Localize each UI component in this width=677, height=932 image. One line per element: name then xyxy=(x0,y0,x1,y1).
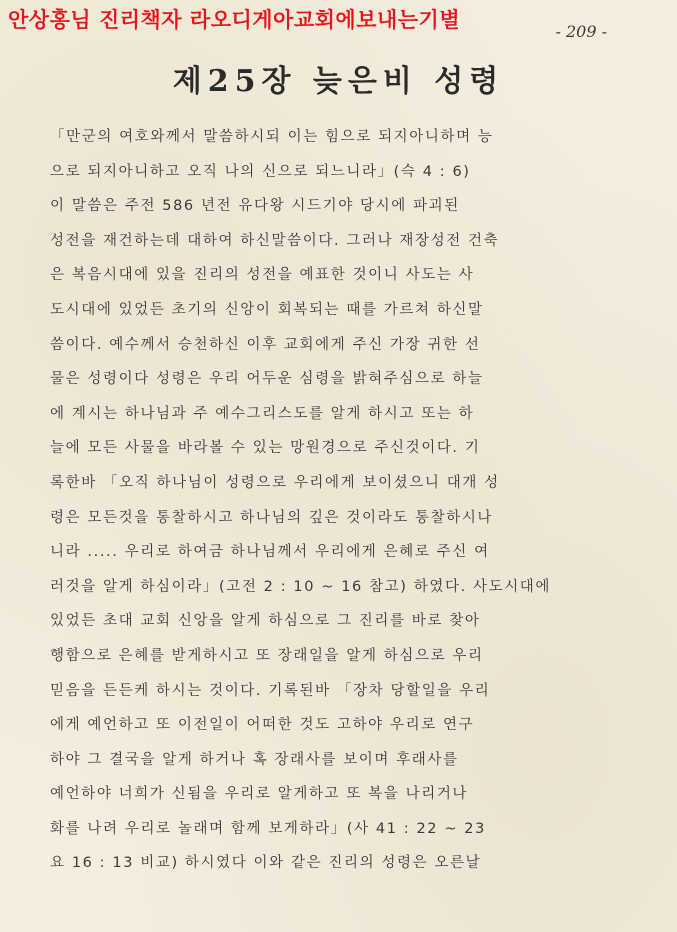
text-line: 있었든 초대 교회 신앙을 알게 하심으로 그 진리를 바로 찾아 xyxy=(50,613,481,630)
text-line: 에 계시는 하나님과 주 예수그리스도를 알게 하시고 또는 하 xyxy=(50,405,475,422)
text-line: 예언하야 너희가 신됨을 우리로 알게하고 또 복을 나리거나 xyxy=(50,786,469,803)
text-line: 에게 예언하고 또 이전일이 어떠한 것도 고하야 우리로 연구 xyxy=(50,717,475,734)
text-line: 믿음을 든든케 하시는 것이다. 기록된바 「장차 당할일을 우리 xyxy=(50,682,491,699)
text-line: 늘에 모든 사물을 바라볼 수 있는 망원경으로 주신것이다. 기 xyxy=(50,440,481,457)
text-line: 으로 되지아니하고 오직 나의 신으로 되느니라」(슥 4 : 6) xyxy=(50,163,471,180)
text-line: 하야 그 결국을 알게 하거나 혹 장래사를 보이며 후래사를 xyxy=(50,751,459,768)
text-line: 도시대에 있었든 초기의 신앙이 회복되는 때를 가르쳐 하신말 xyxy=(50,301,484,318)
chapter-title: 제25장 늦은비 성령 xyxy=(172,64,505,99)
text-line: 러것을 알게 하심이라」(고전 2 : 10 ~ 16 참고) 하였다. 사도시대에 xyxy=(50,578,552,595)
text-line: 은 복음시대에 있을 진리의 성전을 예표한 것이니 사도는 사 xyxy=(50,267,475,284)
text-line: 이 말씀은 주전 586 년전 유다왕 시드기야 당시에 파괴된 xyxy=(50,198,460,215)
page-number: - 209 - xyxy=(555,22,607,41)
text-line: 니라 ..... 우리로 하여금 하나님께서 우리에게 은혜로 주신 여 xyxy=(50,544,490,561)
text-line: 화를 나려 우리로 놀래며 함께 보게하라」(사 41 : 22 ~ 23 xyxy=(50,820,486,837)
text-line: 요 16 : 13 비교) 하시였다 이와 같은 진리의 성령은 오른날 xyxy=(50,855,482,872)
text-line: 씀이다. 예수께서 승천하신 이후 교회에게 주신 가장 귀한 선 xyxy=(50,336,481,353)
text-line: 록한바 「오직 하나님이 성령으로 우리에게 보이셨으니 대개 성 xyxy=(50,474,500,491)
text-line: 물은 성령이다 성령은 우리 어두운 심령을 밝혀주심으로 하늘 xyxy=(50,371,484,388)
body-text xyxy=(50,120,640,881)
text-line: 령은 모든것을 통찰하시고 하나님의 깊은 것이라도 통찰하시나 xyxy=(50,509,494,526)
text-line: 「만군의 여호와께서 말씀하시되 이는 힘으로 되지아니하며 능 xyxy=(50,129,494,145)
text-line: 행함으로 은혜를 받게하시고 또 장래일을 알게 하심으로 우리 xyxy=(50,647,484,664)
text-line: 성전을 재건하는데 대하여 하신말씀이다. 그러나 재장성전 건축 xyxy=(50,232,500,249)
book-title-banner: 안상홍님 진리책자 라오디게아교회에보내는기별 xyxy=(8,8,461,32)
